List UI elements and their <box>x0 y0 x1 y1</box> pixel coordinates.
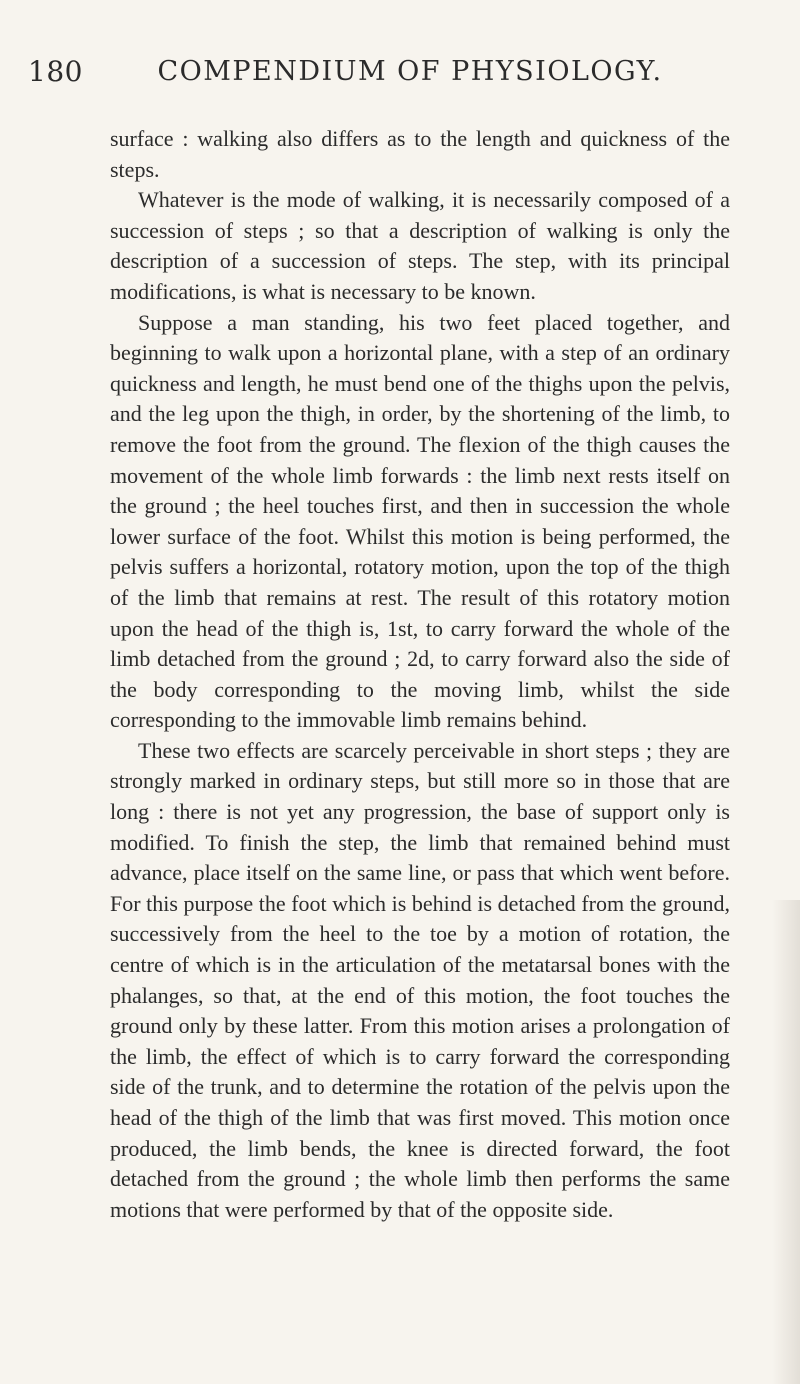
body-text <box>110 124 730 1225</box>
paragraph: Whatever is the mode of walking, it is necessarily composed of a succession of steps ; so that a description of walking is only the description of a succession of steps. The step, with its principal modifications, is what is necessary to be known. <box>110 187 730 304</box>
paragraph-continuation: surface : walking also differs as to the length and quickness of the steps. <box>110 126 730 182</box>
page-header <box>0 52 800 92</box>
page-number: 180 <box>28 55 83 88</box>
running-title: COMPENDIUM OF PHYSIOLOGY. <box>157 56 663 87</box>
paragraph: Suppose a man standing, his two feet placed together, and beginning to walk upon a horizontal plane, with a step of an ordinary quickness and length, he must bend one of the thighs upon the pelvis, and the leg upon the thigh, in order, by the shortening of the limb, to remove the foot from the ground. The flexion of the thigh causes the movement of the whole limb forwards : the limb next rests itself on the ground ; the heel touches first, and then in succession the whole lower surface of the foot. Whilst this motion is being performed, the pelvis suffers a horizontal, rotatory motion, upon the top of the thigh of the limb that remains at rest. The result of this rotatory motion upon the head of the thigh is, 1st, to carry forward the whole of the limb detached from the ground ; 2d, to carry forward also the side of the body corresponding to the moving limb, whilst the side corresponding to the immovable limb remains behind. <box>110 309 730 733</box>
page-edge-shadow <box>772 900 800 1384</box>
paragraph: These two effects are scarcely perceivable in short steps ; they are strongly marked in ordinary steps, but still more so in those that are long : there is not yet any progression, the base of support only is modified. To finish the step, the limb that remained behind must advance, place itself on the same line, or pass that which went before. For this purpose the foot which is behind is detached from the ground, successively from the heel to the toe by a motion of rotation, the centre of which is in the articulation of the metatarsal bones with the phalanges, so that, at the end of this motion, the foot touches the ground only by these latter. From this motion arises a prolongation of the limb, the effect of which is to carry forward the corresponding side of the trunk, and to determine the rotation of the pelvis upon the head of the thigh of the limb that was first moved. This motion once produced, the limb bends, the knee is directed forward, the foot detached from the ground ; the whole limb then performs the same motions that were performed by that of the opposite side. <box>110 737 730 1222</box>
